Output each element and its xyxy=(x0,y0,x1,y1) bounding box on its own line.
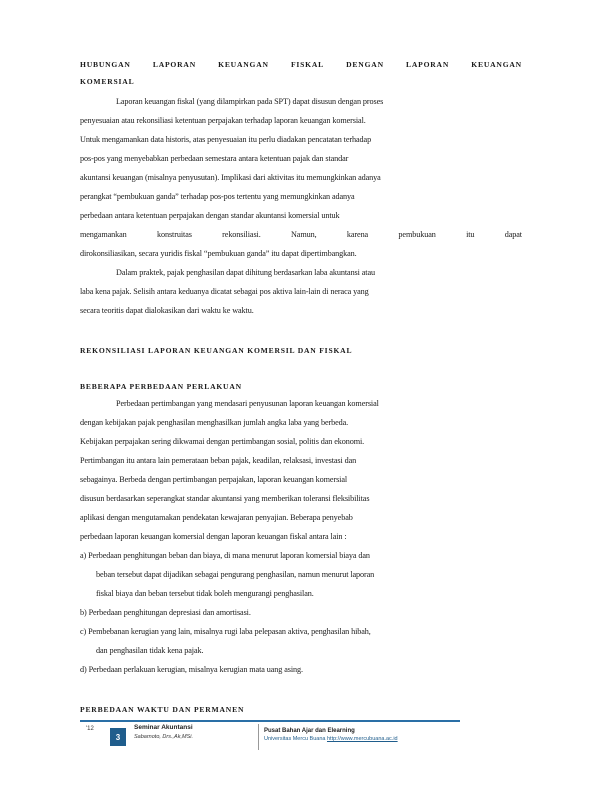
title-word: LAPORAN xyxy=(405,60,450,69)
list-item-c: c) Pembebanan kerugian yang lain, misalnya rugi laba pelepasan aktiva, penghasilan hibah, xyxy=(80,627,371,636)
paragraph-line: aplikasi dengan mengutamakan pendekatan kewajaran penyajian. Beberapa penyebab xyxy=(80,513,353,522)
paragraph-line: Dalam praktek, pajak penghasilan dapat dihitung berdasarkan laba akuntansi atau xyxy=(116,268,376,277)
paragraph-line: perbedaan laporan keuangan komersial dengan laporan keuangan fiskal antara lain : xyxy=(80,532,347,541)
word: karena xyxy=(346,230,369,239)
page-footer xyxy=(80,720,460,756)
word: mengamankan xyxy=(80,230,127,239)
paragraph-line: laba kena pajak. Selisih antara keduanya dicatat sebagai pos aktiva lain-lain di neraca yang xyxy=(80,287,369,296)
section-heading: PERBEDAAN WAKTU DAN PERMANEN xyxy=(80,705,245,714)
section-heading: BEBERAPA PERBEDAAN PERLAKUAN xyxy=(80,382,242,391)
paragraph-line: akuntansi keuangan (misalnya penyusutan). Implikasi dari aktivitas itu memungkinkan adanya xyxy=(80,173,381,182)
paragraph-line: Laporan keuangan fiskal (yang dilampirkan pada SPT) dapat disusun dengan proses xyxy=(116,97,384,106)
title-word: FISKAL xyxy=(290,60,325,69)
list-item-a: a) Perbedaan penghitungan beban dan biaya, di mana menurut laporan komersial biaya dan xyxy=(80,551,370,560)
paragraph-line: pos-pos yang menyebabkan perbedaan semestara antara ketentuan pajak dan standar xyxy=(80,154,349,163)
paragraph-line: secara teoritis dapat dialokasikan dari waktu ke waktu. xyxy=(80,306,254,315)
list-item-c-cont: dan penghasilan tidak kena pajak. xyxy=(96,646,204,655)
paragraph-line: Perbedaan pertimbangan yang mendasari penyusunan laporan keuangan komersial xyxy=(116,399,379,408)
list-item-a-cont: fiskal biaya dan beban tersebut tidak boleh mengurangi penghasilan. xyxy=(96,589,314,598)
footer-page-number: '12 xyxy=(86,726,94,732)
paragraph-line: Pertimbangan itu antara lain pemerataan beban pajak, keadilan, relaksasi, investasi dan xyxy=(80,456,357,465)
word: itu xyxy=(466,230,475,239)
title-word: HUBUNGAN xyxy=(80,60,131,69)
paragraph-line: penyesuaian atau rekonsiliasi ketentuan perpajakan terhadap laporan keuangan komersial. xyxy=(80,116,366,125)
section-heading: REKONSILIASI LAPORAN KEUANGAN KOMERSIL DAN FISKAL xyxy=(80,346,353,355)
title-word: KEUANGAN xyxy=(471,60,522,69)
footer-page-box: 3 xyxy=(110,728,126,746)
paragraph-line: dirokonsiliasikan, secara yuridis fiskal “pembukuan ganda” itu dapat dipertimbangkan. xyxy=(80,249,357,258)
footer-university xyxy=(264,736,398,742)
paragraph-line: Untuk mengamankan data historis, atas penyesuaian itu perlu diadakan pencatatan terhadap xyxy=(80,135,372,144)
list-item-b: b) Perbedaan penghitungan depresiasi dan amortisasi. xyxy=(80,608,251,617)
paragraph-line-justified xyxy=(80,230,522,240)
title-word: KEUANGAN xyxy=(218,60,269,69)
paragraph-line: perangkat “pembukuan ganda” terhadap pos-pos tertentu yang memungkinkan adanya xyxy=(80,192,355,201)
footer-divider xyxy=(258,724,259,750)
paragraph-line: dengan kebijakan pajak penghasilan menghasilkan jumlah angka laba yang berbeda. xyxy=(80,418,349,427)
footer-university-name: Universitas Mercu Buana xyxy=(264,736,326,742)
paragraph-line: disusun berdasarkan seperangkat standar akuntansi yang memberikan toleransi fleksibilitas xyxy=(80,494,370,503)
word: rekonsiliasi. xyxy=(222,230,261,239)
word: pembukuan xyxy=(398,230,436,239)
word: dapat xyxy=(504,230,522,239)
word: Namun, xyxy=(290,230,317,239)
title-word: LAPORAN xyxy=(152,60,196,69)
paragraph-line: Kebijakan perpajakan sering dikwamai dengan pertimbangan sosial, politis dan ekonomi. xyxy=(80,437,365,446)
list-item-d: d) Perbedaan perlakuan kerugian, misalnya kerugian mata uang asing. xyxy=(80,665,303,674)
section-title xyxy=(80,60,522,70)
footer-rule xyxy=(80,720,460,722)
footer-author: Sabarnoto, Drs.,Ak,MSi. xyxy=(134,734,193,740)
footer-center-name: Pusat Bahan Ajar dan Elearning xyxy=(264,728,355,734)
footer-url-link[interactable]: http://www.mercubuana.ac.id xyxy=(326,736,398,742)
title-word: DENGAN xyxy=(346,60,384,69)
footer-course-title: Seminar Akuntansi xyxy=(134,724,193,731)
list-item-a-cont: beban tersebut dapat dijadikan sebagai pengurang penghasilan, namun menurut laporan xyxy=(96,570,375,579)
word: konstruitas xyxy=(156,230,192,239)
section-title-line2: KOMERSIAL xyxy=(80,77,135,86)
paragraph-line: sebagainya. Berbeda dengan pertimbangan perpajakan, laporan keuangan komersial xyxy=(80,475,348,484)
paragraph-line: perbedaan antara ketentuan perpajakan dengan standar akuntansi komersial untuk xyxy=(80,211,340,220)
